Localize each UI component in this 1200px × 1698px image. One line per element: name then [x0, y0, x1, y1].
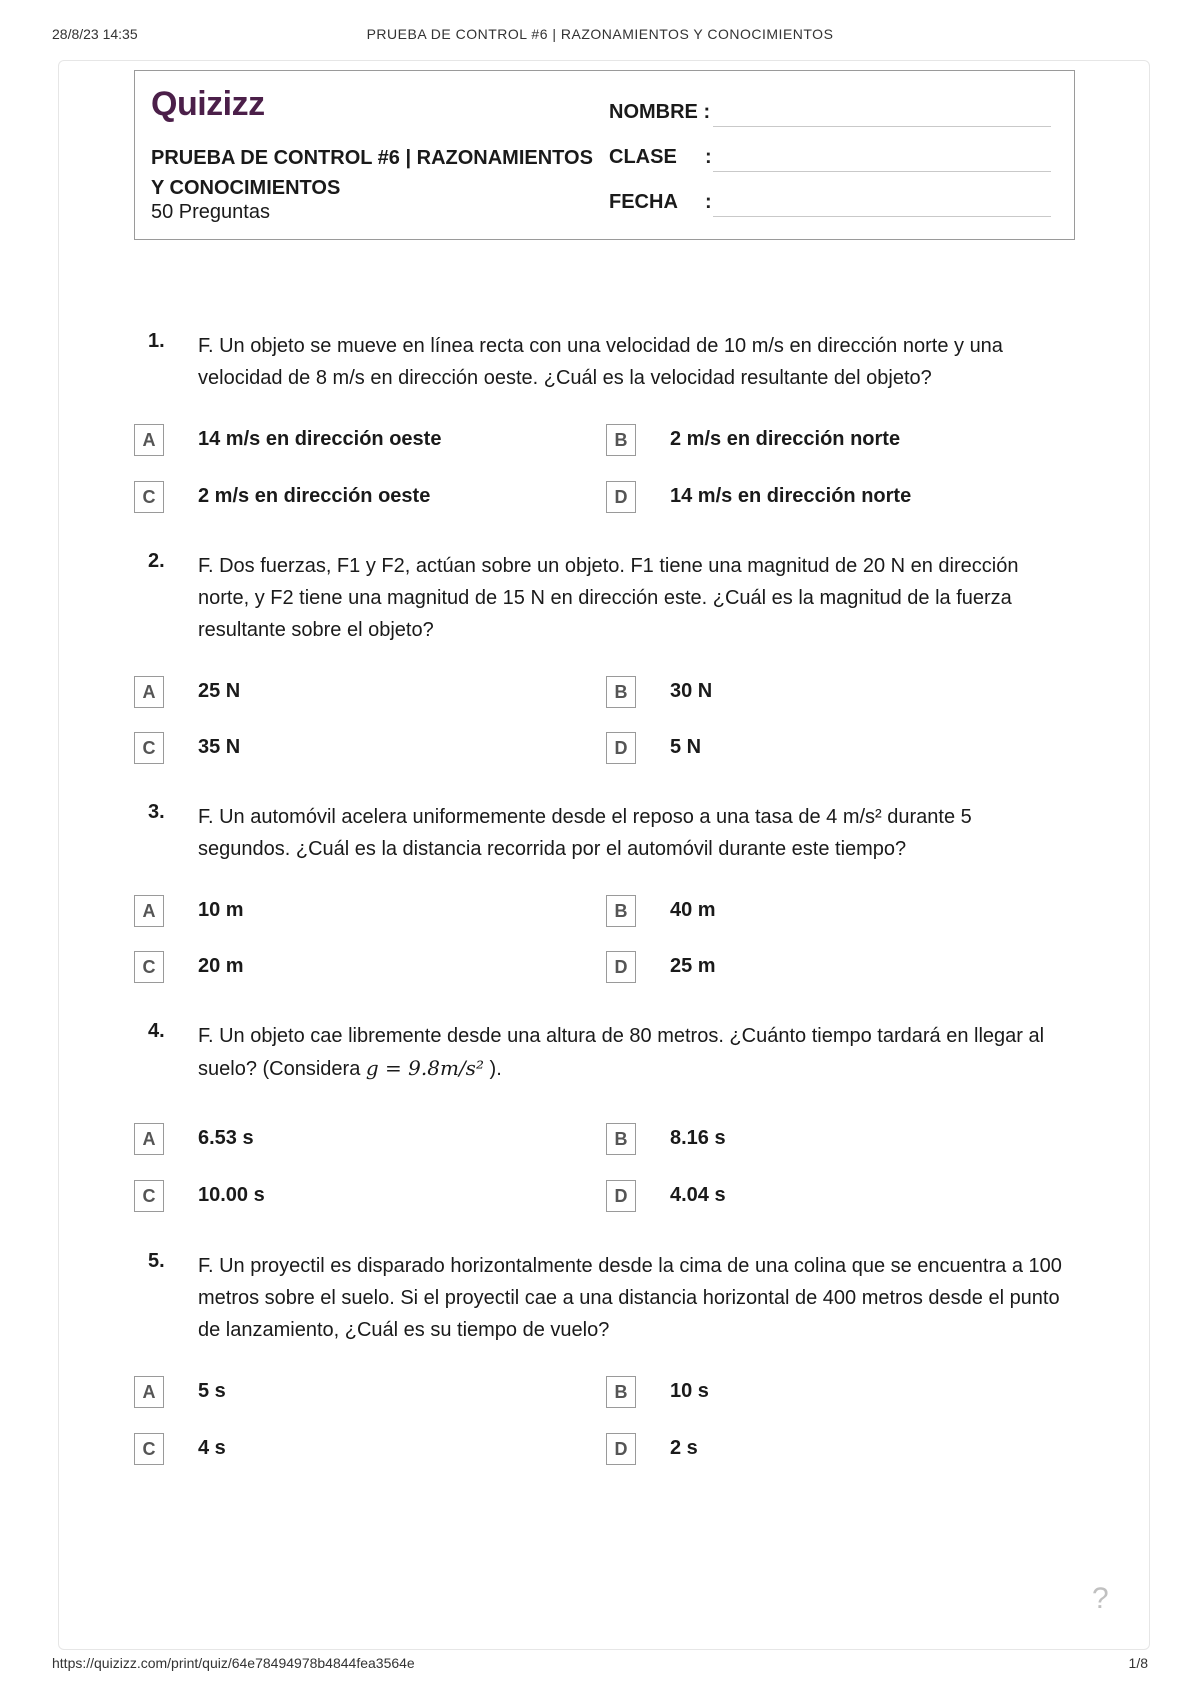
option-text: 2 m/s en dirección oeste	[198, 485, 431, 507]
question-number: 4.	[148, 1020, 165, 1042]
page-number: 1/8	[1128, 1655, 1148, 1671]
option-text: 2 m/s en dirección norte	[670, 428, 901, 450]
option-letter: D	[606, 481, 636, 513]
class-line	[713, 171, 1051, 172]
option-letter: B	[606, 1376, 636, 1408]
option-letter: C	[134, 1433, 164, 1465]
option-letter: A	[134, 1376, 164, 1408]
name-label: NOMBRE :	[609, 101, 711, 123]
option-letter: C	[134, 1180, 164, 1212]
option-text: 25 N	[198, 680, 241, 702]
print-header	[52, 26, 1148, 48]
option-letter: A	[134, 676, 164, 708]
option-text: 5 s	[198, 1380, 226, 1402]
class-colon: :	[705, 146, 712, 168]
quiz-info-box	[134, 70, 1075, 240]
date-label: FECHA	[609, 191, 678, 213]
option-letter: D	[606, 1433, 636, 1465]
quizizz-logo: Quizizz	[151, 85, 265, 123]
option-text: 30 N	[670, 680, 713, 702]
print-url: https://quizizz.com/print/quiz/64e78494978b4844fea3564e	[52, 1655, 415, 1671]
date-colon: :	[705, 191, 712, 213]
option-text: 10 s	[670, 1380, 709, 1402]
question-number: 3.	[148, 801, 165, 823]
class-label: CLASE	[609, 146, 677, 168]
option-letter: B	[606, 424, 636, 456]
option-letter: B	[606, 1123, 636, 1155]
question-text: F. Dos fuerzas, F1 y F2, actúan sobre un objeto. F1 tiene una magnitud de 20 N en dirección norte, y F2 tiene una magnitud de 15 N en dirección este. ¿Cuál es la magnitud de la fuerza resultante sobre el objeto?	[198, 555, 1019, 641]
quiz-title: PRUEBA DE CONTROL #6 | RAZONAMIENTOS Y CONOCIMIENTOS	[151, 147, 593, 199]
option-letter: C	[134, 481, 164, 513]
print-datetime: 28/8/23 14:35	[52, 26, 138, 42]
option-text: 5 N	[670, 736, 702, 758]
print-footer	[52, 1655, 1148, 1675]
question-text: F. Un objeto se mueve en línea recta con una velocidad de 10 m/s en dirección norte y una velocidad de 8 m/s en dirección oeste. ¿Cuál es la velocidad resultante del objeto?	[198, 335, 1003, 389]
option-letter: D	[606, 1180, 636, 1212]
option-letter: D	[606, 951, 636, 983]
question-text-after: ).	[489, 1058, 502, 1080]
option-letter: A	[134, 1123, 164, 1155]
question-text	[198, 1020, 1068, 1085]
option-text: 10 m	[198, 899, 244, 921]
option-text: 2 s	[670, 1437, 698, 1459]
question-text: F. Un automóvil acelera uniformemente desde el reposo a una tasa de 4 m/s² durante 5 segundos. ¿Cuál es la distancia recorrida por el automóvil durante este tiempo?	[198, 806, 972, 860]
option-letter: B	[606, 676, 636, 708]
option-text: 4.04 s	[670, 1184, 726, 1206]
name-line	[713, 126, 1051, 127]
option-letter: A	[134, 895, 164, 927]
question-text-before: F. Un objeto cae libremente desde una altura de 80 metros. ¿Cuánto tiempo tardará en llegar al suelo? (Considera	[198, 1025, 1045, 1080]
option-text: 40 m	[670, 899, 716, 921]
option-text: 14 m/s en dirección norte	[670, 485, 912, 507]
name-field[interactable]	[609, 99, 1059, 129]
option-text: 6.53 s	[198, 1127, 254, 1149]
print-title: PRUEBA DE CONTROL #6 | RAZONAMIENTOS Y CONOCIMIENTOS	[366, 26, 834, 42]
date-field[interactable]	[609, 189, 1059, 219]
question-number: 1.	[148, 330, 165, 352]
class-field[interactable]	[609, 144, 1059, 174]
option-text: 20 m	[198, 955, 244, 977]
option-text: 14 m/s en dirección oeste	[198, 428, 442, 450]
question-number: 2.	[148, 550, 165, 572]
option-text: 35 N	[198, 736, 241, 758]
option-text: 10.00 s	[198, 1184, 265, 1206]
option-text: 25 m	[670, 955, 716, 977]
option-text: 8.16 s	[670, 1127, 726, 1149]
help-icon[interactable]: ?	[1092, 1582, 1109, 1615]
option-letter: A	[134, 424, 164, 456]
option-letter: C	[134, 732, 164, 764]
question-number: 5.	[148, 1250, 165, 1272]
option-letter: B	[606, 895, 636, 927]
gravity-formula: g = 9.8m/s²	[365, 1056, 484, 1080]
date-line	[713, 216, 1051, 217]
option-letter: C	[134, 951, 164, 983]
option-letter: D	[606, 732, 636, 764]
question-text: F. Un proyectil es disparado horizontalmente desde la cima de una colina que se encuentra a 100 metros sobre el suelo. Si el proyectil cae a una distancia horizontal de 400 metros desde el punto de lanzamiento, ¿Cuál es su tiempo de vuelo?	[198, 1255, 1062, 1341]
option-text: 4 s	[198, 1437, 226, 1459]
question-count: 50 Preguntas	[151, 201, 270, 223]
